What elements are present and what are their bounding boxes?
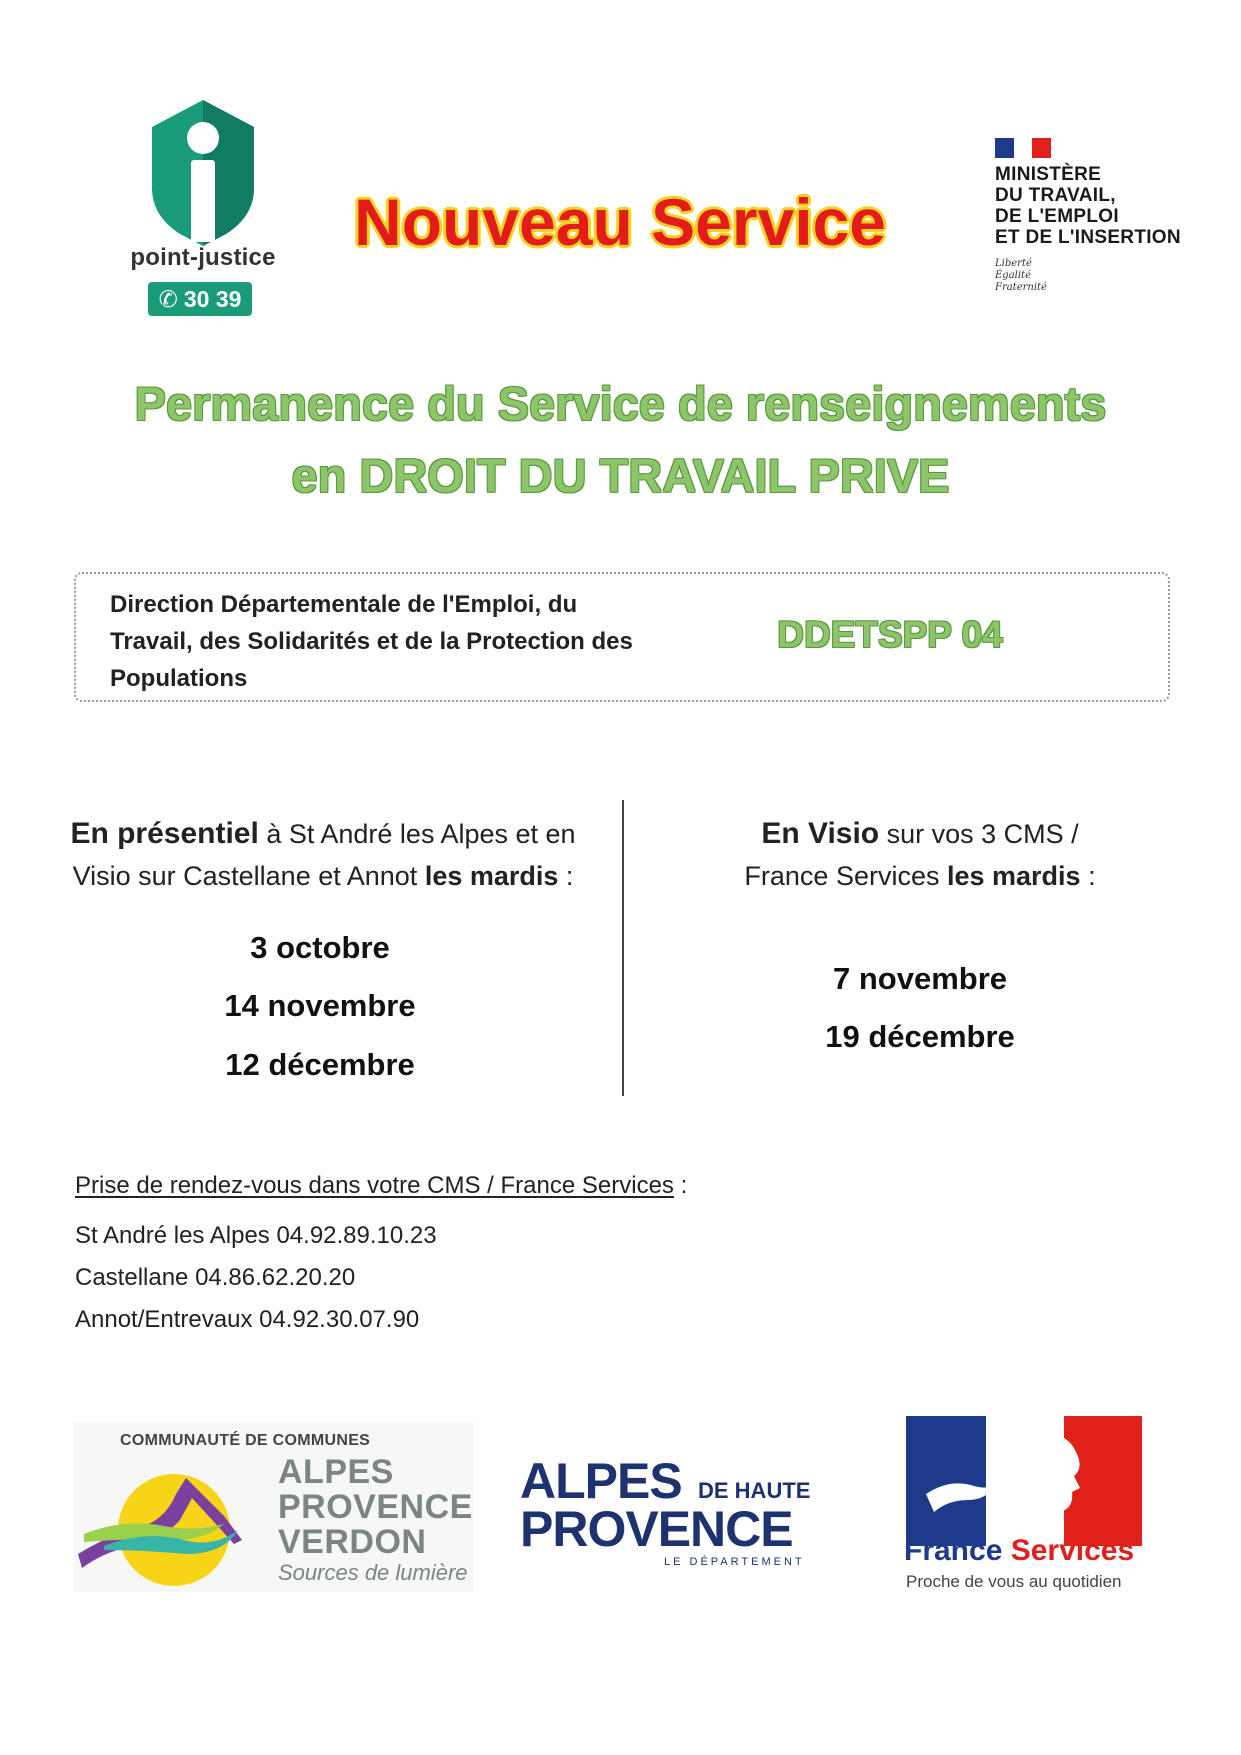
left-heading-end: : [558, 861, 574, 891]
page-title: Nouveau Service [354, 185, 886, 259]
france-services-name [904, 1534, 1134, 1568]
left-date: 12 décembre [225, 1047, 415, 1082]
left-heading-line-2 [30, 855, 616, 897]
right-heading-bold-2: les mardis [946, 861, 1081, 891]
point-justice-phone [148, 282, 252, 316]
france-services-name-1: France [904, 1534, 1003, 1567]
right-column-heading [640, 813, 1200, 897]
ddets-line: Direction Départementale de l'Emploi, du [110, 591, 578, 618]
point-justice-label: point-justice [130, 244, 276, 271]
ddets-code: DDETSPP 04 [777, 614, 1003, 655]
ministry-motto [995, 258, 1047, 294]
ministry-line: DU TRAVAIL, [995, 185, 1116, 206]
motto-line: Fraternité [995, 282, 1047, 293]
ahp-alpes: ALPES [520, 1453, 682, 1509]
ahp-provence: PROVENCE [520, 1501, 793, 1557]
ahp-de-haute: DE HAUTE [698, 1478, 811, 1503]
rdv-contact: Castellane 04.86.62.20.20 [75, 1264, 356, 1291]
ccapv-name-line: ALPES [278, 1453, 394, 1491]
ddets-full-name [110, 586, 750, 697]
subtitle-line-2: en DROIT DU TRAVAIL PRIVE [291, 449, 950, 502]
rdv-contact: St André les Alpes 04.92.89.10.23 [75, 1222, 437, 1249]
ddets-line: Travail, des Solidarités et de la Protection des [110, 628, 633, 655]
ministry-name [995, 164, 1181, 248]
phone-icon: ✆ [158, 285, 178, 312]
ccapv-top-label: COMMUNAUTÉ DE COMMUNES [120, 1432, 371, 1449]
point-justice-stem [191, 160, 215, 242]
motto-line: Liberté [995, 258, 1032, 269]
point-justice-phone-number: 30 39 [183, 285, 242, 312]
ccapv-slogan: Sources de lumière [278, 1560, 468, 1585]
ahp-departement: LE DÉPARTEMENT [664, 1556, 805, 1568]
point-justice-dot [187, 122, 219, 154]
ministry-line: MINISTÈRE [995, 164, 1102, 185]
flag-blue [906, 1416, 986, 1546]
rdv-contact: Annot/Entrevaux 04.92.30.07.90 [75, 1306, 420, 1333]
left-heading-bold-2: les mardis [424, 861, 559, 891]
france-services-name-2: Services [1010, 1534, 1135, 1567]
ministry-line: ET DE L'INSERTION [995, 227, 1181, 248]
subtitle-line-1: Permanence du Service de renseignements [134, 377, 1107, 430]
ministry-line: DE L'EMPLOI [995, 206, 1119, 227]
rdv-heading [75, 1172, 687, 1200]
column-divider [622, 800, 624, 1096]
right-heading-line-1 [640, 813, 1200, 855]
left-heading-text-2: Visio sur Castellane et Annot [72, 861, 425, 891]
marianne-flag-icon [995, 138, 1051, 158]
left-column-heading [30, 813, 616, 897]
ccapv-name-line: VERDON [278, 1523, 427, 1561]
left-heading-line-1 [30, 813, 616, 855]
right-date: 19 décembre [825, 1019, 1015, 1054]
rdv-heading-end: : [673, 1172, 688, 1199]
left-heading-bold: En présentiel [70, 817, 259, 850]
ddets-line: Populations [110, 665, 248, 692]
right-heading-bold: En Visio [761, 817, 880, 850]
ccapv-name-line: PROVENCE [278, 1488, 473, 1526]
ccapv-name [278, 1455, 473, 1560]
rdv-heading-text: Prise de rendez-vous dans votre CMS / France Services [75, 1172, 674, 1199]
left-date: 3 octobre [250, 930, 390, 965]
motto-line: Égalité [995, 270, 1031, 281]
right-heading-text-2: France Services [744, 861, 947, 891]
right-heading-text: sur vos 3 CMS / [879, 819, 1079, 849]
right-heading-end: : [1080, 861, 1096, 891]
france-services-logo [906, 1416, 1142, 1546]
france-services-tagline: Proche de vous au quotidien [906, 1572, 1122, 1591]
right-heading-line-2 [640, 855, 1200, 897]
right-date: 7 novembre [832, 961, 1007, 996]
left-heading-text: à St André les Alpes et en [258, 819, 576, 849]
left-date: 14 novembre [224, 988, 416, 1023]
